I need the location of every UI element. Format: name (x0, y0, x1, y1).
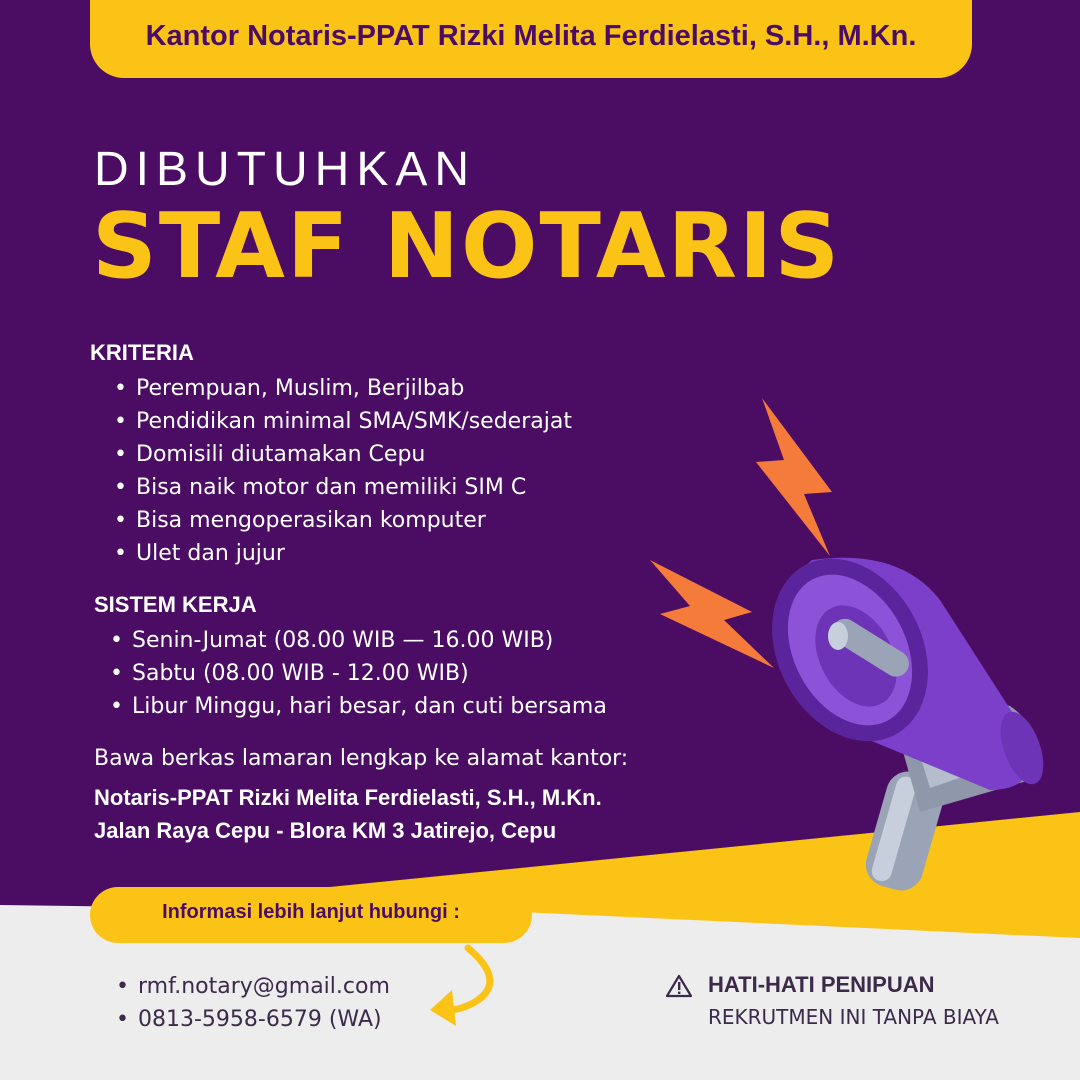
warning-subtitle: REKRUTMEN INI TANPA BIAYA (708, 1005, 999, 1029)
hiring-kicker: DIBUTUHKAN (94, 143, 477, 196)
contact-list (116, 970, 390, 1036)
office-name-address: Notaris-PPAT Rizki Melita Ferdielasti, S.H., M.Kn. (94, 785, 602, 810)
warning-title: HATI-HATI PENIPUAN (708, 972, 935, 997)
criteria-item: • Ulet dan jujur (114, 537, 572, 570)
warning-icon (666, 974, 692, 998)
criteria-item: • Bisa naik motor dan memiliki SIM C (114, 471, 572, 504)
work-system-item: • Sabtu (08.00 WIB - 12.00 WIB) (110, 657, 607, 690)
criteria-title: KRITERIA (90, 340, 194, 365)
office-street-address: Jalan Raya Cepu - Blora KM 3 Jatirejo, Cepu (94, 818, 557, 843)
contact-label: Informasi lebih lanjut hubungi : (162, 901, 460, 923)
work-system-title: SISTEM KERJA (94, 592, 257, 617)
position-headline: STAF NOTARIS (92, 194, 842, 299)
contact-email[interactable]: • rmf.notary@gmail.com (116, 970, 390, 1003)
application-instruction: Bawa berkas lamaran lengkap ke alamat kantor: (94, 746, 629, 771)
work-system-item: • Senin-Jumat (08.00 WIB — 16.00 WIB) (110, 624, 607, 657)
work-system-item: • Libur Minggu, hari besar, dan cuti bersama (110, 690, 607, 723)
criteria-item: • Pendidikan minimal SMA/SMK/sederajat (114, 405, 572, 438)
criteria-item: • Bisa mengoperasikan komputer (114, 504, 572, 537)
criteria-item: • Perempuan, Muslim, Berjilbab (114, 372, 572, 405)
contact-phone[interactable]: • 0813-5958-6579 (WA) (116, 1003, 390, 1036)
office-name-title: Kantor Notaris-PPAT Rizki Melita Ferdielasti, S.H., M.Kn. (145, 20, 917, 52)
criteria-item: • Domisili diutamakan Cepu (114, 438, 572, 471)
